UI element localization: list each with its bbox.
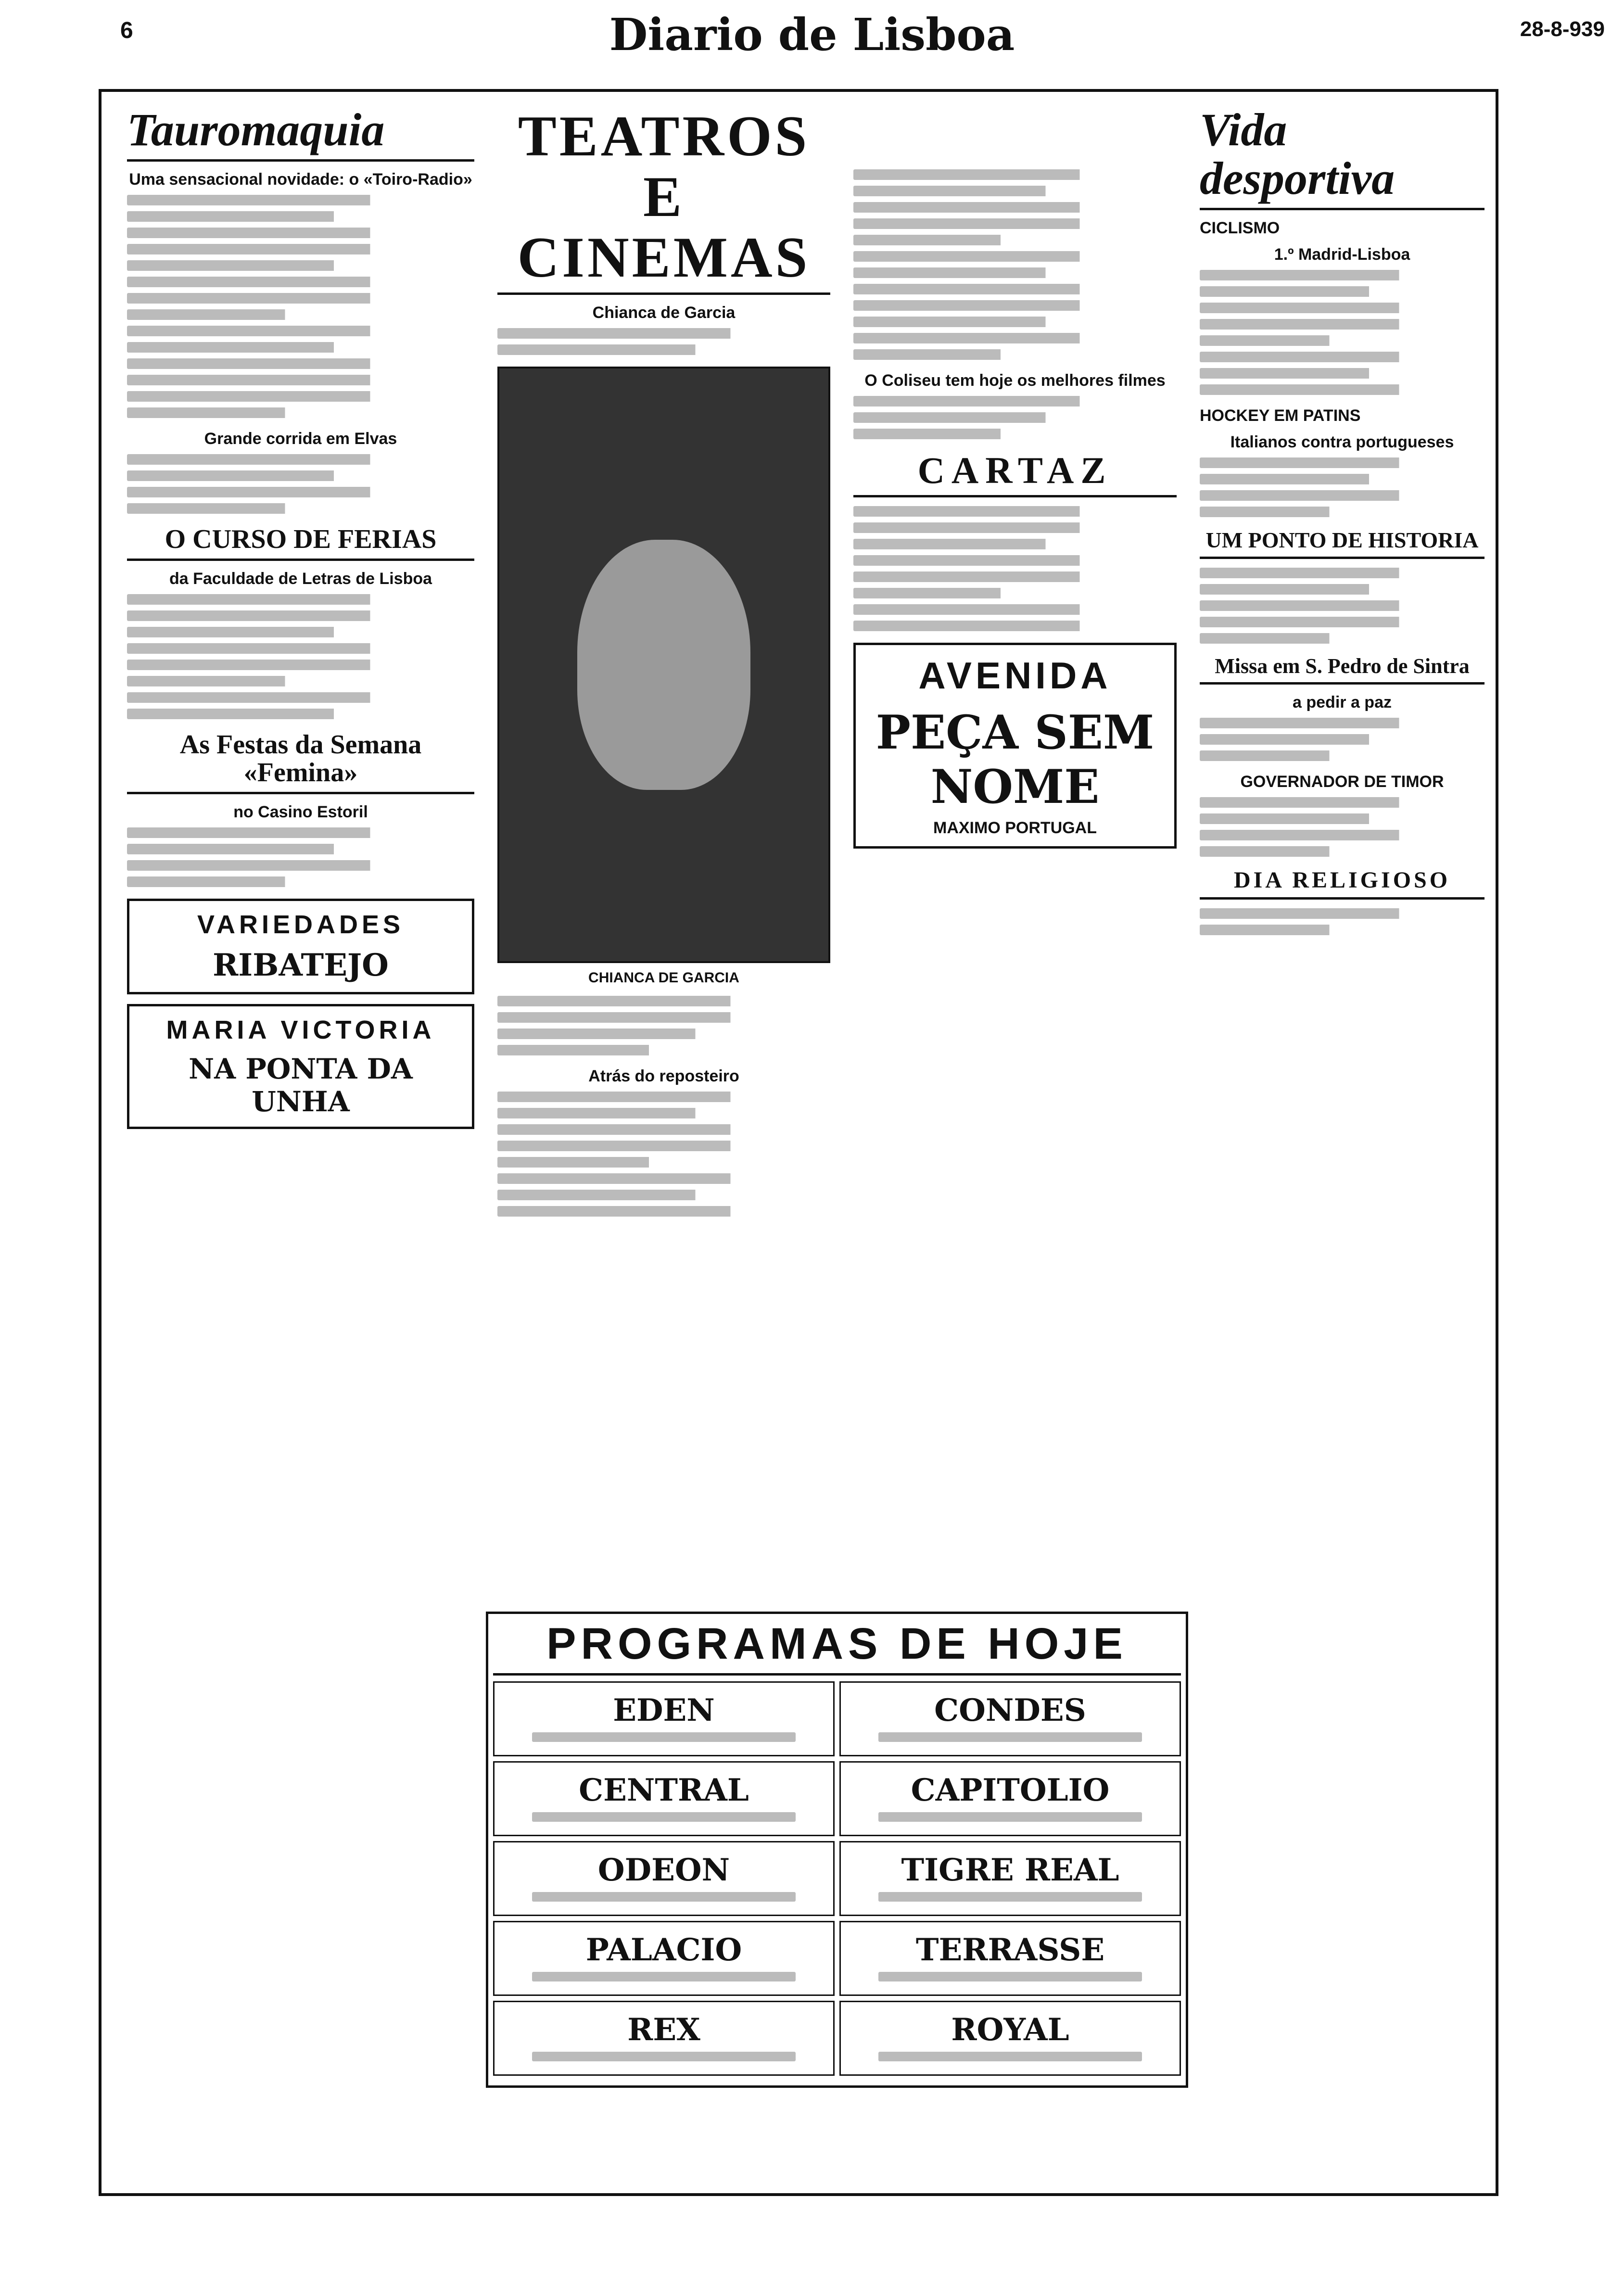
ad-title: VARIEDADES <box>197 910 405 940</box>
ad-title: MARIA VICTORIA <box>166 1016 435 1045</box>
programs-grid <box>493 1681 1181 2076</box>
ad-maria-victoria <box>127 1004 474 1129</box>
headline: HOCKEY EM PATINS <box>1200 406 1361 425</box>
program-cell: EDEN <box>493 1681 835 1756</box>
page-number: 6 <box>120 18 133 43</box>
listings <box>853 506 1177 631</box>
column-tauromaquia <box>115 101 486 2185</box>
article-body <box>127 454 474 514</box>
programs-title: PROGRAMAS DE HOJE <box>493 1619 1181 1676</box>
headline: O Coliseu tem hoje os melhores filmes <box>864 371 1166 390</box>
column-desportiva <box>1188 101 1496 2185</box>
program-cell: ODEON <box>493 1841 835 1916</box>
headline: Uma sensacional novidade: o «Toiro-Radio» <box>129 170 472 189</box>
article-body <box>1200 457 1484 517</box>
article-body <box>127 594 474 719</box>
article-body <box>1200 718 1484 761</box>
headline: 1.º Madrid-Lisboa <box>1274 245 1410 264</box>
headline: Atrás do reposteiro <box>588 1067 739 1085</box>
section-title-desportiva: Vida desportiva <box>1200 106 1484 210</box>
ad-title: AVENIDA <box>918 654 1112 697</box>
headline: Italianos contra portugueses <box>1230 432 1454 451</box>
subheadline: a pedir a paz <box>1293 693 1392 712</box>
programs-box <box>486 1612 1188 2088</box>
ad-feature: PEÇA SEM NOME <box>875 705 1155 814</box>
headline: Grande corrida em Elvas <box>204 429 397 448</box>
program-cell: CENTRAL <box>493 1761 835 1836</box>
article-body <box>497 1092 830 1217</box>
ad-feature: RIBATEJO <box>213 947 389 984</box>
section-title-historia: UM PONTO DE HISTORIA <box>1200 529 1484 559</box>
ad-variedades <box>127 899 474 994</box>
section-title-curso-ferias: O CURSO DE FERIAS <box>127 525 474 561</box>
section-title-missa: Missa em S. Pedro de Sintra <box>1200 655 1484 685</box>
article-body <box>1200 797 1484 857</box>
program-cell: TERRASSE <box>839 1921 1181 1996</box>
program-cell: ROYAL <box>839 2001 1181 2076</box>
ad-avenida <box>853 643 1177 849</box>
program-cell: CAPITOLIO <box>839 1761 1181 1836</box>
article-body <box>1200 270 1484 395</box>
section-title-festas: As Festas da Semana «Femina» <box>127 731 474 795</box>
ad-subtitle: MAXIMO PORTUGAL <box>933 818 1097 837</box>
portrait-photo <box>497 367 830 963</box>
article-body <box>497 996 830 1055</box>
article-body <box>853 396 1177 439</box>
photo-caption: CHIANCA DE GARCIA <box>588 970 739 986</box>
ad-feature: NA PONTA DA UNHA <box>189 1053 413 1118</box>
article-body <box>127 195 474 418</box>
headline: Chianca de Garcia <box>592 304 736 322</box>
article-body <box>1200 908 1484 935</box>
program-cell: PALACIO <box>493 1921 835 1996</box>
article-body <box>1200 568 1484 644</box>
portrait-face <box>577 540 750 790</box>
section-title-tauromaquia: Tauromaquia <box>127 106 474 162</box>
section-title-cartaz: CARTAZ <box>853 451 1177 497</box>
masthead <box>0 0 1624 72</box>
program-cell: CONDES <box>839 1681 1181 1756</box>
section-title-dia-religioso: DIA RELIGIOSO <box>1200 868 1484 900</box>
issue-date: 28-8-939 <box>1520 17 1605 41</box>
article-body <box>127 827 474 887</box>
subheadline: da Faculdade de Letras de Lisboa <box>169 569 432 588</box>
section-title-teatros: TEATROS E CINEMAS <box>497 106 830 295</box>
headline: CICLISMO <box>1200 218 1280 237</box>
subheadline: no Casino Estoril <box>233 803 368 822</box>
article-body <box>853 169 1177 360</box>
headline: GOVERNADOR DE TIMOR <box>1240 773 1444 791</box>
program-cell: REX <box>493 2001 835 2076</box>
article-body <box>497 328 830 355</box>
newspaper-title: Diario de Lisboa <box>609 9 1015 61</box>
program-cell: TIGRE REAL <box>839 1841 1181 1916</box>
